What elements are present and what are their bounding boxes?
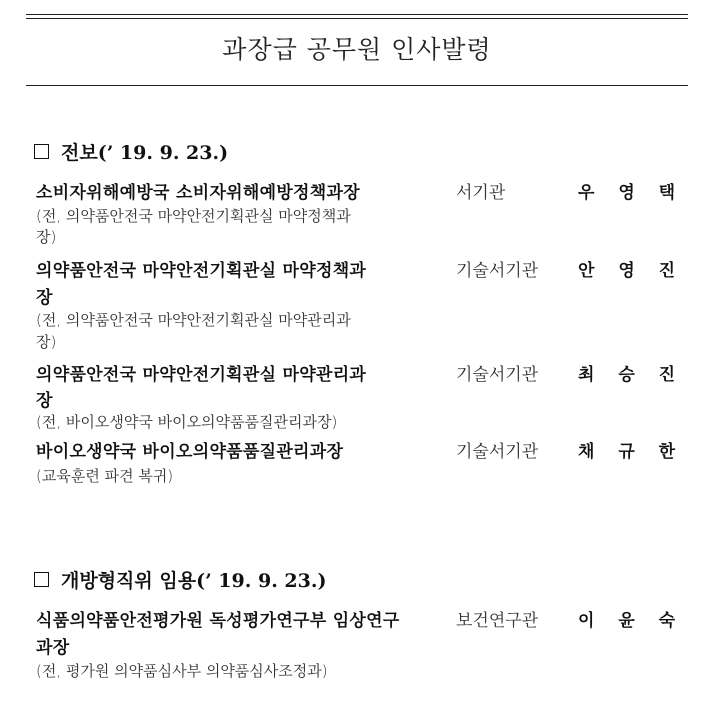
- entry-dept-continued: 장: [36, 391, 53, 411]
- checkbox-icon: [34, 572, 49, 587]
- entry-note: 장): [36, 333, 57, 351]
- entry-name: 최 승 진: [578, 365, 685, 385]
- entry-note: (전, 의약품안전국 마약안전기획관실 마약관리과: [36, 311, 351, 329]
- title-rule: [26, 85, 688, 86]
- entry-name: 우 영 택: [578, 183, 685, 203]
- section-heading-open-position: [34, 566, 326, 593]
- top-rule-1: [26, 14, 688, 15]
- entry-name: 채 규 한: [578, 442, 685, 462]
- entry-name: 안 영 진: [578, 261, 685, 281]
- entry-rank: 기술서기관: [456, 261, 539, 281]
- section-heading-text: 전보(’ 19. 9. 23.): [61, 142, 229, 164]
- entry-note: (전, 의약품안전국 마약안전기획관실 마약정책과: [36, 207, 351, 225]
- entry-rank: 서기관: [456, 183, 506, 203]
- entry-dept: 식품의약품안전평가원 독성평가연구부 임상연구: [36, 611, 400, 631]
- section-heading-text: 개방형직위 임용(’ 19. 9. 23.): [61, 570, 327, 592]
- document-title: 과장급 공무원 인사발령: [222, 35, 492, 64]
- entry-rank: 기술서기관: [456, 365, 539, 385]
- entry-dept: 의약품안전국 마약안전기획관실 마약관리과: [36, 365, 367, 385]
- entry-dept: 의약품안전국 마약안전기획관실 마약정책과: [36, 261, 367, 281]
- entry-name: 이 윤 숙: [578, 611, 685, 631]
- entry-dept-continued: 장: [36, 288, 53, 308]
- entry-dept-continued: 과장: [36, 638, 70, 658]
- entry-rank: 보건연구관: [456, 611, 539, 631]
- entry-dept: 소비자위해예방국 소비자위해예방정책과장: [36, 183, 360, 203]
- section-heading-transfer: [34, 138, 228, 165]
- entry-dept: 바이오생약국 바이오의약품품질관리과장: [36, 442, 344, 462]
- entry-note: 장): [36, 228, 57, 246]
- checkbox-icon: [34, 144, 49, 159]
- entry-note: (전, 평가원 의약품심사부 의약품심사조정과): [36, 662, 328, 680]
- entry-note: (전, 바이오생약국 바이오의약품품질관리과장): [36, 413, 338, 431]
- entry-rank: 기술서기관: [456, 442, 539, 462]
- entry-note: (교육훈련 파견 복귀): [36, 467, 174, 485]
- top-rule-2: [26, 18, 688, 19]
